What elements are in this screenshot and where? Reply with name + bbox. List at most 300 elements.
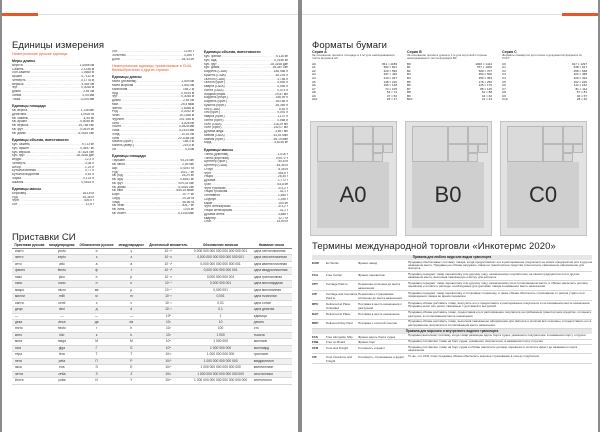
incoterm-russian: Поставка в место назначения с разгрузкой bbox=[358, 301, 402, 310]
si-cell: µ bbox=[116, 287, 146, 293]
format-code: C3 bbox=[502, 72, 506, 77]
incoterm-name: Delivered at Place Unloaded bbox=[326, 301, 351, 310]
si-cell: Z bbox=[116, 371, 146, 377]
si-cell: nano bbox=[47, 281, 77, 287]
incoterm-code: DPU bbox=[312, 301, 319, 306]
unit-value: 4,55 м² bbox=[83, 116, 94, 120]
format-code: C8 bbox=[502, 90, 506, 95]
us-mass-heading: Единицы массы bbox=[204, 147, 234, 152]
unit-name: Лига bbox=[112, 121, 119, 125]
format-code: A4 bbox=[312, 76, 316, 80]
unit-value: 28,3168 дм³ bbox=[76, 154, 94, 158]
series-description: Форматы конвертов для писем и документов формата по ГОСТ bbox=[502, 53, 583, 61]
unit-value: 118,29 мл bbox=[273, 122, 288, 126]
format-code: B3 bbox=[407, 72, 411, 77]
unit-value: 29,57 мл bbox=[275, 92, 288, 96]
unit-name: Гилл (брит.) bbox=[204, 126, 222, 130]
unit-value: 0,3048 м bbox=[81, 86, 94, 90]
si-cell: М bbox=[77, 339, 117, 345]
format-size: 37 × 52 bbox=[386, 93, 397, 98]
volume-heading: Единицы объема, вместимости bbox=[12, 137, 69, 142]
format-code: C4 bbox=[502, 76, 506, 80]
leader-dots bbox=[17, 203, 85, 207]
unit-name: Унция тройская bbox=[204, 190, 228, 194]
unit-name: Кабельтов bbox=[112, 87, 128, 91]
format-cell bbox=[478, 144, 488, 153]
unit-name: Пинта (брит.) bbox=[204, 118, 224, 122]
unit-name: Куб. дюйм bbox=[204, 66, 220, 70]
leader-dots bbox=[20, 98, 80, 102]
incoterm-code: CFR bbox=[312, 346, 319, 351]
format-size: 420 × 594 bbox=[383, 68, 397, 73]
si-cell: пета bbox=[12, 358, 47, 364]
si-cell: — bbox=[47, 313, 77, 319]
unit-value: 3,697 мл bbox=[275, 130, 288, 134]
si-cell: 10⁻⁹ bbox=[146, 281, 190, 287]
unit-value: 201,168 м bbox=[179, 117, 194, 121]
incoterm-russian: Франко борт bbox=[358, 340, 376, 345]
si-cell: — bbox=[12, 313, 47, 319]
si-cell: G bbox=[116, 345, 146, 351]
series-name: Серия В bbox=[407, 50, 422, 54]
format-cell bbox=[353, 144, 373, 162]
unit-name: Баррель (нефт.) bbox=[204, 96, 228, 100]
format-diagram-1 bbox=[405, 121, 492, 236]
unit-value: 1,8288 м bbox=[181, 106, 194, 110]
unit-value: 44,43 мг bbox=[181, 57, 194, 61]
si-cell: deca bbox=[47, 319, 77, 325]
unit-name: Бутылка винная bbox=[12, 169, 36, 173]
right-page bbox=[302, 0, 598, 432]
incoterm-code: CPT bbox=[312, 282, 318, 287]
unit-name: Род bbox=[112, 110, 118, 114]
format-size: 114 × 162 bbox=[573, 83, 587, 88]
unit-value: 12,7 кг bbox=[278, 216, 288, 220]
format-row bbox=[407, 98, 492, 102]
incoterm-description: Продавец передает товар перевозчику и оплачивает перевозку, а также обязан обеспечить страхование от рисков утраты или повреждения товара во время перевозки. bbox=[408, 290, 585, 299]
format-size: 500 × 707 bbox=[478, 68, 492, 73]
format-code: C0 bbox=[502, 61, 506, 66]
incoterm-name: Free on Board bbox=[326, 340, 346, 345]
si-cell: 1 000 000 000 000 000 000 000 000 bbox=[190, 378, 250, 384]
format-cell bbox=[448, 144, 468, 162]
paper-series-2 bbox=[502, 50, 587, 102]
format-code: A5 bbox=[312, 79, 316, 84]
format-size: 148 × 210 bbox=[383, 79, 397, 84]
incoterm-russian: Поставка в месте назначения bbox=[358, 311, 400, 316]
unit-name: Куб. ярд bbox=[204, 58, 217, 62]
si-cell: тера bbox=[12, 352, 47, 358]
si-cell: 1 000 000 000 bbox=[190, 345, 250, 351]
unit-name: Кв. миля bbox=[112, 163, 125, 167]
format-big-label: A0 bbox=[317, 162, 389, 228]
si-cell: секстиллион bbox=[251, 371, 292, 377]
format-code: A7 bbox=[312, 86, 316, 91]
format-code: B1 bbox=[407, 65, 411, 70]
unit-value: 0,5058 м² bbox=[80, 120, 94, 124]
incoterm-name: Cost and Freight bbox=[326, 346, 349, 351]
unit-name: Скрупул bbox=[204, 197, 217, 201]
format-size: 458 × 648 bbox=[573, 68, 587, 73]
format-cell bbox=[468, 126, 488, 144]
format-big-label: C0 bbox=[507, 162, 579, 228]
unit-value: 12,3 л bbox=[85, 158, 94, 162]
si-cell: milli bbox=[47, 294, 77, 300]
format-size: 81 × 114 bbox=[575, 86, 587, 91]
incoterm-code: FOB bbox=[312, 340, 319, 345]
unit-name: Шкалик bbox=[12, 180, 24, 184]
unit-name: Барн bbox=[112, 193, 120, 197]
leader-dots bbox=[116, 148, 185, 152]
unit-name: Тонна (короткая) bbox=[204, 156, 229, 160]
format-code: C9 bbox=[502, 93, 506, 98]
si-cell: дека bbox=[12, 319, 47, 325]
format-size: 40 × 57 bbox=[576, 93, 587, 98]
incoterm-row bbox=[312, 301, 592, 311]
si-cell: atto bbox=[47, 261, 77, 267]
si-cell: с bbox=[77, 300, 117, 306]
unit-name: Пуд bbox=[12, 195, 18, 199]
unit-value: 404,7 м² bbox=[181, 204, 194, 208]
incoterm-description: Продавец обязан доставить товар, предоставив его в распоряжение покупателя на прибывшем транспортном средстве, готовым к разгрузке, в согласованном месте назначения. bbox=[408, 310, 591, 318]
format-cell bbox=[563, 126, 583, 144]
unit-name: Галлон (брит.) bbox=[204, 81, 225, 85]
unit-name: Кв. ярд bbox=[112, 178, 123, 182]
si-cell: hecto bbox=[47, 326, 77, 332]
leader-dots bbox=[211, 220, 276, 224]
unit-value: 4,2333 мм bbox=[178, 129, 194, 133]
si-cell: c bbox=[116, 300, 146, 306]
unit-value: 200 мг bbox=[278, 201, 288, 205]
si-cell: Y bbox=[116, 378, 146, 384]
si-cell: одна тысячная bbox=[251, 294, 292, 300]
unit-value: 12,80 г bbox=[183, 50, 194, 53]
si-header: Название числа bbox=[251, 243, 292, 248]
format-code: C1 bbox=[502, 65, 506, 70]
unit-value: 453,6 г bbox=[277, 171, 288, 175]
format-code: C5 bbox=[502, 79, 506, 84]
incoterm-code: EXW bbox=[312, 260, 319, 265]
unit-name: Центнер (США) bbox=[204, 164, 228, 168]
unit-name: Кварта (брит.) bbox=[204, 115, 225, 119]
si-cell: единица bbox=[251, 313, 292, 319]
unit-name: Кварта (США) bbox=[204, 85, 225, 89]
unit-value: 1,137 л bbox=[277, 115, 288, 119]
unit-name: Центнер (брит.) bbox=[204, 160, 228, 164]
si-cell: yotta bbox=[47, 378, 77, 384]
si-cell: миллиард bbox=[251, 345, 292, 351]
incoterm-code: CIP bbox=[312, 292, 318, 296]
leader-dots bbox=[211, 141, 274, 145]
unit-value: 93,24 км² bbox=[180, 159, 194, 163]
si-header: Приставка русская bbox=[12, 243, 47, 248]
unit-name: Баррель (США) bbox=[204, 70, 227, 74]
si-cell: 1 000 000 000 000 000 bbox=[190, 358, 250, 364]
unit-value: 0,9144 м bbox=[181, 91, 194, 95]
unit-name: Пойнт bbox=[112, 125, 122, 129]
unit-value: 2,59 км² bbox=[182, 163, 194, 167]
format-cell bbox=[412, 126, 448, 162]
leader-dots bbox=[26, 132, 79, 136]
unit-value: 0,0615 л bbox=[81, 180, 94, 184]
si-cell: 1 000 bbox=[190, 332, 250, 338]
unit-value: 10⁻²⁸ м² bbox=[182, 193, 194, 197]
unit-name: Куб. вершок bbox=[12, 150, 31, 154]
si-cell: 0,000 000 000 000 001 bbox=[190, 268, 250, 274]
unit-name: Дюйм bbox=[112, 99, 121, 103]
si-cell: десять bbox=[251, 319, 292, 325]
unit-name: Гран bbox=[204, 182, 211, 186]
format-size: 297 × 420 bbox=[383, 72, 397, 77]
format-size: 162 × 229 bbox=[573, 79, 587, 84]
format-size: 324 × 458 bbox=[573, 72, 587, 77]
unit-name: Кв. вершок bbox=[12, 124, 29, 128]
si-cell: 10¹⁸ bbox=[146, 365, 190, 371]
si-cell: иокто bbox=[12, 248, 47, 254]
incoterm-russian: Стоимость, страхование и фрахт bbox=[358, 355, 405, 360]
format-code: A0 bbox=[312, 61, 316, 66]
paper-formats-title: Форматы бумаги bbox=[312, 40, 388, 51]
incoterm-code: FCA bbox=[312, 273, 319, 278]
si-cell: нано bbox=[12, 281, 47, 287]
unit-value: 3,888 г bbox=[277, 212, 288, 216]
incoterm-russian: Франко вдоль борта судна bbox=[358, 334, 395, 339]
si-cell: экса bbox=[12, 365, 47, 371]
unit-name: Квартер bbox=[204, 216, 216, 220]
si-cell: а bbox=[77, 261, 117, 267]
si-cell: z bbox=[116, 255, 146, 261]
incoterm-description: Продавец обеспечивает поставку товара, когда предоставляет его в распоряжение покупателя на своем предприятии или в другом названном месте. Продавец не обязан загружать товар на транспортное средство и выполнять таможенное оформление для экспорта. bbox=[408, 259, 592, 271]
unit-value: 1,138 км² bbox=[80, 109, 94, 113]
incoterm-description: То же, что CFR, плюс продавец обязан обеспечить морское страхование в пользу покупателя. bbox=[408, 353, 540, 358]
format-size: 353 × 500 bbox=[478, 72, 492, 77]
si-cell: к bbox=[77, 332, 117, 338]
unit-name: Драхма bbox=[204, 179, 216, 183]
unit-name: Кв. фут bbox=[112, 181, 123, 185]
unit-value: 3,6246 м³ bbox=[274, 141, 288, 145]
unit-name: Кв. линк bbox=[112, 208, 125, 212]
incoterms-band-any: Правила для любого вида или видов транспорта bbox=[312, 255, 592, 260]
unit-value: 219,5 м bbox=[182, 144, 194, 148]
si-cell: exa bbox=[47, 365, 77, 371]
format-row bbox=[502, 98, 587, 102]
format-cell bbox=[373, 144, 383, 153]
format-cell bbox=[543, 126, 563, 144]
unit-name: Дюйм bbox=[12, 90, 21, 94]
unit-name: Ведро bbox=[12, 158, 22, 162]
unit-name: Миним (брит.) bbox=[204, 137, 225, 141]
unit-value: 0,8361 м² bbox=[180, 178, 194, 182]
incoterm-name: Ex Works bbox=[326, 260, 339, 265]
si-cell: 10¹⁵ bbox=[146, 358, 190, 364]
top-rule bbox=[2, 14, 298, 15]
si-row bbox=[12, 378, 292, 384]
format-row bbox=[312, 98, 397, 102]
incoterm-russian: Франко перевозчик bbox=[358, 273, 385, 278]
si-cell: 0,000 000 000 001 bbox=[190, 274, 250, 280]
format-cell bbox=[353, 126, 373, 144]
unit-name: Золотник bbox=[112, 53, 126, 57]
unit-value: 35,239 л bbox=[275, 73, 288, 77]
unit-name: Десятина bbox=[12, 112, 27, 116]
format-cell bbox=[468, 153, 478, 162]
unit-value: 0,123 л bbox=[83, 176, 94, 180]
unit-name: Баррель (брит.) bbox=[204, 100, 227, 104]
unit-name: Хайд bbox=[112, 200, 120, 204]
unit-value: 4,546 л bbox=[277, 81, 288, 85]
format-size: 52 × 74 bbox=[386, 90, 397, 95]
si-cell: micro bbox=[47, 287, 77, 293]
unit-value: 16,387 см³ bbox=[272, 66, 288, 70]
unit-name: Сажень bbox=[12, 67, 24, 71]
si-cell: m bbox=[116, 294, 146, 300]
unit-value: 20,1168 см bbox=[178, 136, 194, 140]
si-title: Приставки СИ bbox=[12, 232, 76, 243]
unit-name: Пек (США) bbox=[204, 107, 220, 111]
format-size: 917 × 1297 bbox=[571, 61, 587, 66]
si-cell: З bbox=[77, 371, 117, 377]
unit-name: Руд bbox=[112, 170, 118, 174]
format-size: 74 × 105 bbox=[385, 86, 397, 91]
si-cell: 0,000 000 000 000 000 000 001 bbox=[190, 255, 250, 261]
si-cell: микро bbox=[12, 287, 47, 293]
unit-name: Мил bbox=[112, 102, 119, 106]
unit-value: 0,7112 м bbox=[81, 75, 94, 79]
si-cell: P bbox=[116, 358, 146, 364]
format-cell bbox=[448, 126, 468, 144]
unit-value: 158,988 л bbox=[273, 70, 288, 74]
us-units-heading: Неметрические единицы, применяемые в США, Великобритании и других странах bbox=[112, 64, 193, 73]
unit-name: Фунт bbox=[204, 171, 212, 175]
format-code: B0 bbox=[407, 61, 411, 66]
unit-name: Чейн bbox=[112, 114, 120, 118]
si-cell: pico bbox=[47, 274, 77, 280]
unit-name: Аршин bbox=[12, 75, 22, 79]
si-cell: мега bbox=[12, 339, 47, 345]
si-cell: d bbox=[116, 307, 146, 313]
si-cell: 0,001 bbox=[190, 294, 250, 300]
unit-name: Куб. сажень bbox=[12, 143, 30, 147]
unit-name: Линк bbox=[112, 136, 120, 140]
si-cell: da bbox=[116, 319, 146, 325]
incoterm-description: Продавец поставляет товар на борт судна, указанного покупателем, в названном порту отгрузки. bbox=[408, 339, 544, 344]
si-cell: giga bbox=[47, 345, 77, 351]
format-cell bbox=[573, 144, 583, 153]
si-cell: 10⁻¹⁸ bbox=[146, 261, 190, 267]
unit-value: 4,828 км bbox=[181, 121, 194, 125]
si-cell: M bbox=[116, 339, 146, 345]
si-cell: 10⁻³ bbox=[146, 294, 190, 300]
si-cell: n bbox=[116, 281, 146, 287]
si-cell: одна миллиардная bbox=[251, 281, 292, 287]
si-cell: — bbox=[77, 313, 117, 319]
unit-row bbox=[204, 141, 288, 145]
unit-value: 87,824 см³ bbox=[78, 150, 94, 154]
si-cell: одна десятая bbox=[251, 307, 292, 313]
format-cell bbox=[507, 126, 543, 162]
si-cell: 10²¹ bbox=[146, 371, 190, 377]
si-cell: г bbox=[77, 326, 117, 332]
unit-value: 1,016 т bbox=[277, 152, 288, 156]
unit-row bbox=[12, 132, 94, 136]
format-size: 105 × 148 bbox=[383, 83, 397, 88]
incoterm-name: Delivered Duty Paid bbox=[326, 320, 353, 325]
si-cell: одна септиллионная bbox=[251, 248, 292, 254]
incoterm-row bbox=[312, 260, 592, 272]
unit-name: Верста bbox=[12, 63, 23, 67]
unit-value: 6,116 м³ bbox=[276, 55, 288, 59]
format-code: B4 bbox=[407, 76, 411, 80]
unit-name: Ярд bbox=[112, 91, 118, 95]
length-heading: Меры длины bbox=[12, 58, 36, 63]
unit-value: 1,23 л bbox=[85, 165, 94, 169]
format-size: 88 × 125 bbox=[480, 86, 492, 91]
format-size: 210 × 297 bbox=[383, 76, 397, 80]
leader-dots bbox=[126, 212, 178, 216]
si-prefix-table bbox=[12, 243, 292, 385]
unit-value: 6,4516 см² bbox=[178, 185, 194, 189]
unit-name: Акр bbox=[112, 166, 118, 170]
si-cell: одна квинтиллионная bbox=[251, 261, 292, 267]
unit-name: Кв. дюйм bbox=[112, 185, 126, 189]
unit-value: 2,54 см bbox=[183, 99, 194, 103]
si-cell: триллион bbox=[251, 352, 292, 358]
unit-value: 36,369 л bbox=[275, 103, 288, 107]
si-cell: 0,000 000 000 000 000 000 000 001 bbox=[190, 248, 250, 254]
incoterm-name: Carriage Paid to bbox=[326, 282, 348, 287]
si-cell: зепто bbox=[12, 255, 47, 261]
si-cell: h bbox=[116, 326, 146, 332]
format-code: B6 bbox=[407, 83, 411, 88]
unit-value: 1,0668 км bbox=[79, 63, 94, 67]
unit-name: Кв. фут bbox=[12, 127, 23, 131]
format-cell bbox=[543, 144, 563, 162]
format-size: 57 × 81 bbox=[576, 90, 587, 95]
unit-name: Фунт аптекарский bbox=[204, 205, 231, 209]
unit-name: Лот bbox=[112, 50, 118, 53]
unit-name: Кв. мил bbox=[112, 189, 124, 193]
si-cell: femto bbox=[47, 268, 77, 274]
unit-value: 31,1 г bbox=[279, 209, 288, 213]
units-col-3 bbox=[204, 50, 288, 224]
incoterm-description: Продавец обязан доставить товар, выполнив таможенное оформление для импорта и оплатив все пошлины, и предоставить его в распоряжение покупателя в согласованном месте назначения. bbox=[408, 319, 592, 327]
unit-value: 0,1245 мм² bbox=[177, 211, 194, 215]
si-header: Десятичный множитель bbox=[146, 243, 190, 248]
unit-name: Куб. фут bbox=[12, 154, 25, 158]
si-cell: — bbox=[116, 313, 146, 319]
unit-value: 6,35 кг bbox=[278, 167, 288, 171]
unit-value: 20,1168 м bbox=[179, 114, 194, 118]
incoterm-description: Продавец передает товар перевозчику или другому лицу, назначенному покупателем, на своем предприятии или в другом названном месте, выполнив таможенную очистку для экспорта. bbox=[408, 272, 580, 280]
unit-value: 1,772 г bbox=[277, 179, 288, 183]
format-code: B2 bbox=[407, 68, 411, 73]
si-cell: квинтиллион bbox=[251, 365, 292, 371]
si-cell: 100 bbox=[190, 326, 250, 332]
si-cell: 1 000 000 000 000 000 000 000 bbox=[190, 371, 250, 377]
unit-value: 163,8 кг bbox=[82, 191, 94, 195]
si-cell: T bbox=[116, 352, 146, 358]
unit-name: Ли bbox=[112, 147, 116, 151]
si-cell: одна секстиллионная bbox=[251, 255, 292, 261]
si-header: международное bbox=[116, 243, 146, 248]
unit-value: 9,092 л bbox=[277, 111, 288, 115]
unit-value: 0,61 л bbox=[85, 173, 94, 177]
units-title: Единицы измерения bbox=[12, 40, 105, 51]
format-size: 229 × 324 bbox=[573, 76, 587, 80]
si-cell: 10² bbox=[146, 326, 190, 332]
si-cell: септиллион bbox=[251, 378, 292, 384]
unit-name: Четверть bbox=[12, 161, 26, 165]
